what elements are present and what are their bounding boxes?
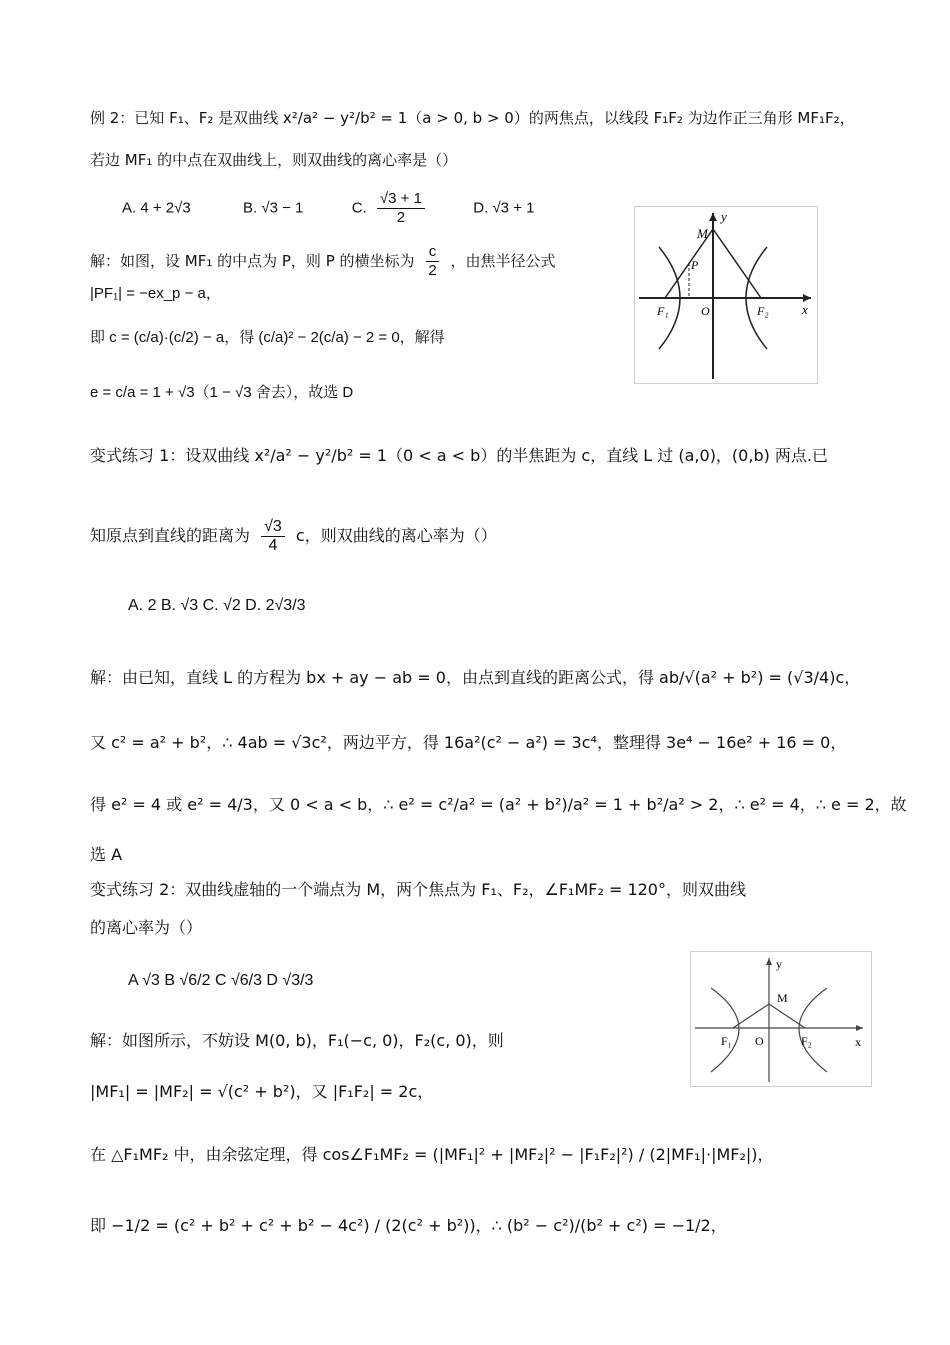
v1-distance-numerator: √3: [261, 518, 285, 537]
ex2-problem-line1: 例 2：已知 F₁、F₂ 是双曲线 x²/a² − y²/b² = 1（a > 0, b > 0）的两焦点，以线段 F₁F₂ 为边作正三角形 MF₁F₂，: [90, 109, 855, 127]
fig1-label-o: O: [701, 304, 710, 318]
v1-problem-line2-post: c，则双曲线的离心率为（）: [295, 526, 497, 545]
ex2-solution-line1-pre: 解：如图，设 MF₁ 的中点为 P，则 P 的横坐标为: [90, 252, 415, 270]
v1-problem-line2-pre: 知原点到直线的距离为: [90, 526, 251, 545]
v2-problem-line2: 的离心率为（）: [90, 918, 203, 937]
ex2-solution-fraction: [425, 243, 439, 280]
hyperbola-figure-1: [634, 206, 818, 384]
ex2-option-b: B. √3 − 1: [243, 199, 304, 217]
ex2-option-a: A. 4 + 2√3: [122, 199, 191, 217]
v1-options: A. 2 B. √3 C. √2 D. 2√3/3: [128, 597, 306, 614]
fig2-label-y: y: [776, 957, 782, 971]
ex2-options: [122, 190, 534, 227]
ex2-option-c-denominator: 2: [396, 209, 406, 226]
fig1-label-p: P: [691, 258, 699, 272]
v2-solution-line3: 在 △F₁MF₂ 中，由余弦定理，得 cos∠F₁MF₂ = (|MF₁|² + |MF₂|² − |F₁F₂|²) / (2|MF₁|·|MF₂|)，: [90, 1145, 774, 1164]
v1-solution-line2: 又 c² = a² + b²，∴ 4ab = √3c²，两边平方，得 16a²(c² − a²) = 3c⁴，整理得 3e⁴ − 16e² + 16 = 0，: [90, 733, 847, 752]
v1-solution-line3: 得 e² = 4 或 e² = 4/3，又 0 < a < b，∴ e² = c²/a² = (a² + b²)/a² = 1 + b²/a² > 2，∴ e² = 4，∴ e = 2，故: [90, 795, 907, 814]
ex2-solution-line3: 即 c = (c/a)·(c/2) − a，得 (c/a)² − 2(c/a) − 2 = 0，解得: [90, 329, 445, 346]
v1-solution-line4: 选 A: [90, 845, 123, 864]
ex2-solution-line4: e = c/a = 1 + √3（1 − √3 舍去），故选 D: [90, 384, 354, 401]
hyperbola-figure-1-svg: [635, 207, 817, 383]
ex2-option-d: D. √3 + 1: [473, 199, 535, 217]
ex2-problem-line2: 若边 MF₁ 的中点在双曲线上，则双曲线的离心率是（）: [90, 151, 458, 169]
fig1-label-f2: F₂: [757, 304, 769, 318]
ex2-solution-line1: [90, 243, 555, 280]
fig2-label-o: O: [755, 1034, 764, 1048]
fig2-label-f1: F₁: [721, 1034, 732, 1048]
v2-problem-line1: 变式练习 2：双曲线虚轴的一个端点为 M，两个焦点为 F₁、F₂，∠F₁MF₂ = 120°，则双曲线: [90, 880, 746, 899]
fig1-label-x: x: [802, 302, 808, 317]
fig1-label-m: M: [697, 226, 708, 241]
ex2-solution-line1-post: ，由焦半径公式: [450, 252, 556, 270]
ex2-option-c-label: C.: [351, 199, 367, 217]
v2-solution-line2: |MF₁| = |MF₂| = √(c² + b²)，又 |F₁F₂| = 2c，: [90, 1082, 434, 1101]
ex2-option-c-fraction: [377, 190, 425, 227]
fig1-label-y: y: [721, 209, 727, 224]
v2-solution-line4: 即 −1/2 = (c² + b² + c² + b² − 4c²) / (2(c² + b²))，∴ (b² − c²)/(b² + c²) = −1/2，: [90, 1216, 727, 1235]
ex2-solution-fraction-numerator: c: [426, 243, 440, 262]
v2-options: A √3 B √6/2 C √6/3 D √3/3: [128, 972, 314, 989]
v1-problem-line1: 变式练习 1：设双曲线 x²/a² − y²/b² = 1（0 < a < b）的半焦距为 c，直线 L 过 (a,0)，(0,b) 两点.已: [90, 446, 829, 465]
hyperbola-figure-2: [690, 951, 872, 1087]
fig2-label-x: x: [855, 1035, 861, 1049]
v1-problem-line2: [90, 518, 497, 555]
fig2-label-m: M: [777, 991, 788, 1005]
fig1-label-f1: F₁: [657, 304, 669, 318]
ex2-solution-fraction-denominator: 2: [428, 262, 437, 279]
hyperbola-figure-2-svg: [691, 952, 871, 1086]
ex2-option-c-numerator: √3 + 1: [377, 190, 425, 209]
v2-solution-line1: 解：如图所示，不妨设 M(0, b)，F₁(−c, 0)，F₂(c, 0)，则: [90, 1031, 504, 1050]
v1-distance-fraction: [261, 518, 285, 555]
fig2-label-f2: F₂: [801, 1034, 812, 1048]
ex2-solution-line2: |PF₁| = −ex_p − a，: [90, 285, 221, 302]
v1-solution-line1: 解：由已知，直线 L 的方程为 bx + ay − ab = 0，由点到直线的距离公式，得 ab/√(a² + b²) = (√3/4)c，: [90, 668, 861, 687]
v1-distance-denominator: 4: [268, 537, 278, 554]
